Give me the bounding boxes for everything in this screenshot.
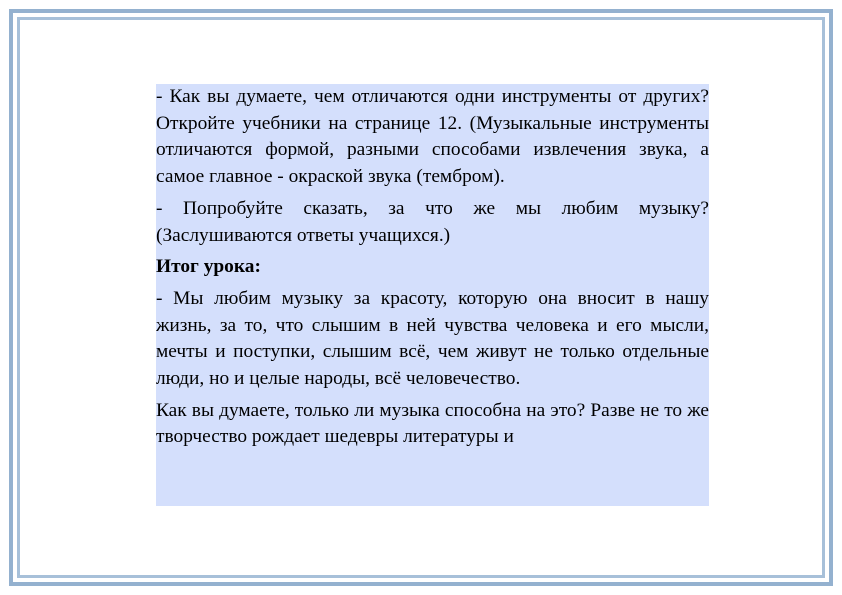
lesson-text-block <box>156 84 709 506</box>
paragraph-instruments-question: - Как вы думаете, чем отличаются одни инструменты от других? Откройте учебники на странице 12. (Музыкальные инструменты отличаются формой, разными способами извлечения звука, а самое главное - окраской звука (тембром). <box>156 86 709 188</box>
paragraph-why-love-music: - Попробуйте сказать, за что же мы любим музыку? (Заслушиваются ответы учащихся.) <box>156 197 709 246</box>
paragraph-closing-question: Как вы думаете, только ли музыка способна на это? Разве не то же творчество рождает шедевры литературы и <box>156 399 709 448</box>
paragraph-summary-answer: - Мы любим музыку за красоту, которую она вносит в нашу жизнь, за то, что слышим в ней чувства человека и его мысли, мечты и поступки, слышим всё, чем живут не только отдельные люди, но и целые народы, всё человечество. <box>156 287 709 390</box>
lesson-summary-heading: Итог урока: <box>156 256 261 278</box>
